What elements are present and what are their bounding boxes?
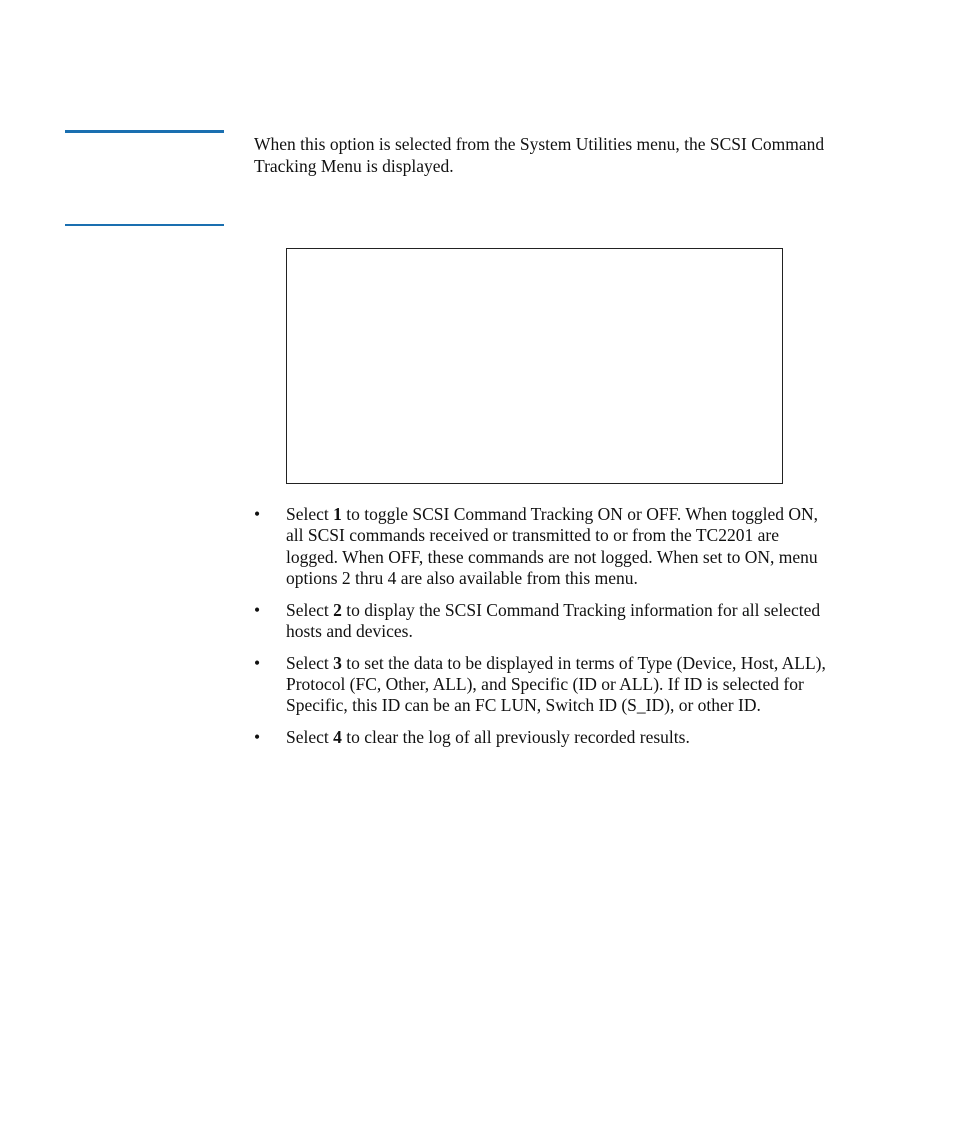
list-item-text: Select 4 to clear the log of all previously recorded results. bbox=[286, 727, 690, 748]
list-item-text: Select 2 to display the SCSI Command Tracking information for all selected hosts and devices. bbox=[286, 599, 821, 641]
option-list bbox=[254, 504, 834, 759]
bullet-icon: • bbox=[254, 652, 261, 673]
section-rule-bottom bbox=[65, 224, 224, 226]
option-key: 3 bbox=[333, 652, 342, 673]
bullet-icon: • bbox=[254, 504, 261, 524]
option-key: 2 bbox=[333, 599, 342, 620]
list-item-option-1 bbox=[254, 504, 834, 589]
list-item-text: Select 3 to set the data to be displayed in terms of Type (Device, Host, ALL), Protocol (FC, Other, ALL), and Specific (ID or ALL). If ID is selected for Specific, this ID can be an FC LUN, Switch ID (S_ID), or other ID. bbox=[286, 652, 826, 716]
list-item-option-3 bbox=[254, 653, 834, 717]
section-rule-top bbox=[65, 130, 224, 133]
option-key: 4 bbox=[333, 727, 342, 748]
intro-paragraph: When this option is selected from the System Utilities menu, the SCSI Command Tracking Menu is displayed. bbox=[254, 134, 825, 176]
list-item-option-2 bbox=[254, 600, 834, 643]
bullet-icon: • bbox=[254, 727, 261, 748]
menu-screenshot-frame bbox=[286, 248, 783, 484]
option-key: 1 bbox=[333, 504, 342, 524]
list-item-text: Select 1 to toggle SCSI Command Tracking ON or OFF. When toggled ON, all SCSI commands received or transmitted to or from the TC2201 are logged. When OFF, these commands are not logged. When set to ON, menu options 2 thru 4 are also available from this menu. bbox=[286, 504, 819, 588]
list-item-option-4 bbox=[254, 727, 834, 748]
bullet-icon: • bbox=[254, 599, 261, 620]
